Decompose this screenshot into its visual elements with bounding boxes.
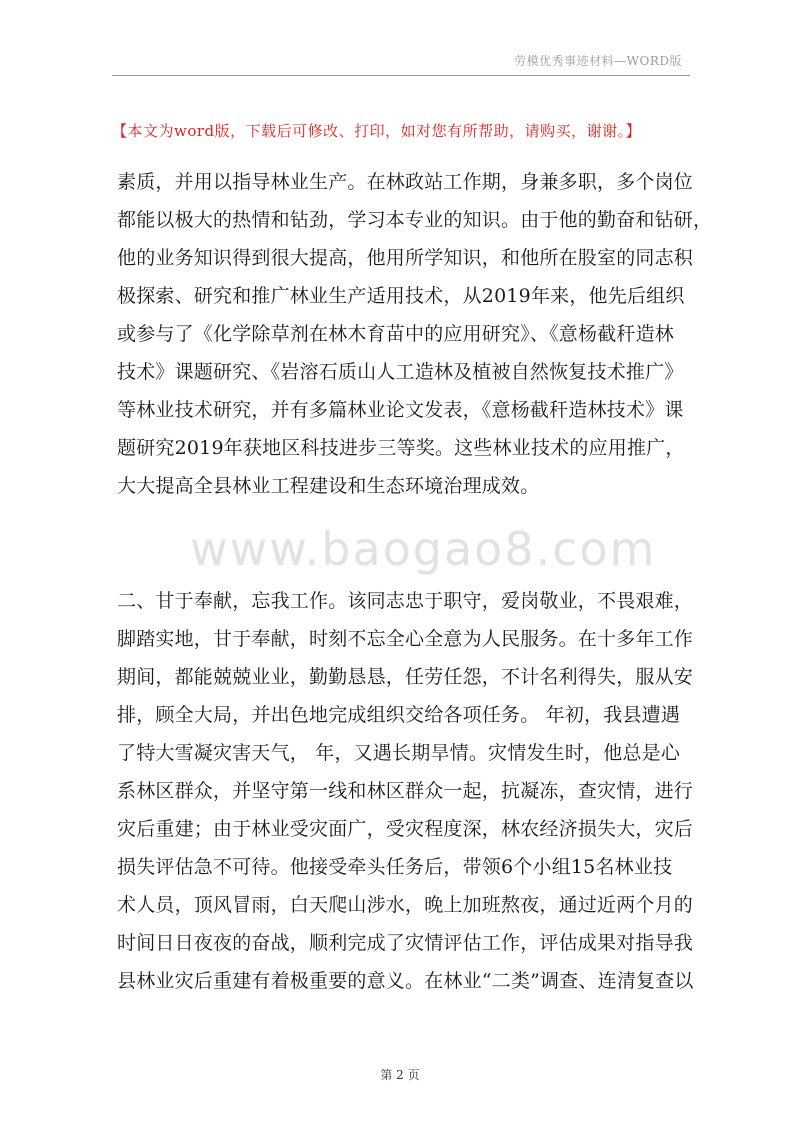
text-line: 系林区群众，并坚守第一线和林区群众一起，抗凝冻，查灾情，进行 bbox=[117, 780, 694, 802]
header-divider bbox=[112, 75, 690, 76]
body-paragraph-1 bbox=[117, 163, 713, 505]
text-line: 二、甘于奉献，忘我工作。该同志忠于职守，爱岗敬业，不畏艰难， bbox=[117, 590, 694, 612]
text-line: 损失评估急不可待。他接受牵头任务后，带领6个小组15名林业技 bbox=[117, 856, 673, 878]
text-line: 等林业技术研究，并有多篇林业论文发表，《意杨截秆造林技术》课 bbox=[117, 399, 684, 421]
text-line: 或参与了《化学除草剂在林木育苗中的应用研究》、《意杨截秆造林 bbox=[117, 323, 675, 345]
text-line: 大大提高全县林业工程建设和生态环境治理成效。 bbox=[117, 475, 540, 497]
text-line: 脚踏实地，甘于奉献，时刻不忘全心全意为人民服务。在十多年工作 bbox=[117, 628, 694, 650]
text-line: 灾后重建；由于林业受灾面广，受灾程度深，林农经济损失大，灾后 bbox=[117, 818, 694, 840]
header-title: 劳模优秀事迹材料—WORD版 bbox=[514, 54, 682, 68]
text-line: 素质，并用以指导林业生产。在林政站工作期，身兼多职，多个岗位 bbox=[117, 171, 694, 193]
watermark: www.baogao8.com bbox=[190, 522, 657, 576]
text-line: 题研究2019年获地区科技进步三等奖。这些林业技术的应用推广， bbox=[117, 437, 685, 459]
body-paragraph-2 bbox=[117, 582, 694, 1000]
purchase-notice: 【本文为word版，下载后可修改、打印，如对您有所帮助，请购买，谢谢。】 bbox=[112, 122, 642, 140]
text-line: 时间日日夜夜的奋战，顺利完成了灾情评估工作，评估成果对指导我 bbox=[117, 932, 694, 954]
text-line: 了特大雪凝灾害天气， 年，又遇长期旱情。灾情发生时，他总是心 bbox=[117, 742, 681, 764]
text-line: 都能以极大的热情和钻劲，学习本专业的知识。由于他的勤奋和钻研， bbox=[117, 209, 713, 231]
text-line: 他的业务知识得到很大提高，他用所学知识，和他所在股室的同志积 bbox=[117, 247, 694, 269]
text-line: 极探索、研究和推广林业生产适用技术，从2019年来，他先后组织 bbox=[117, 285, 685, 307]
text-line: 排，顾全大局，并出色地完成组织交给各项任务。 年初，我县遭遇 bbox=[117, 704, 681, 726]
page-number: 第 2 页 bbox=[380, 1068, 420, 1082]
text-line: 期间，都能兢兢业业，勤勤恳恳，任劳任怨，不计名利得失，服从安 bbox=[117, 666, 694, 688]
text-line: 技术》课题研究、《岩溶石质山人工造林及植被自然恢复技术推广》 bbox=[117, 361, 684, 383]
text-line: 术人员，顶风冒雨，白天爬山涉水，晚上加班熬夜，通过近两个月的 bbox=[117, 894, 694, 916]
text-line: 县林业灾后重建有着极重要的意义。在林业“二类”调查、连清复查以 bbox=[117, 970, 694, 992]
